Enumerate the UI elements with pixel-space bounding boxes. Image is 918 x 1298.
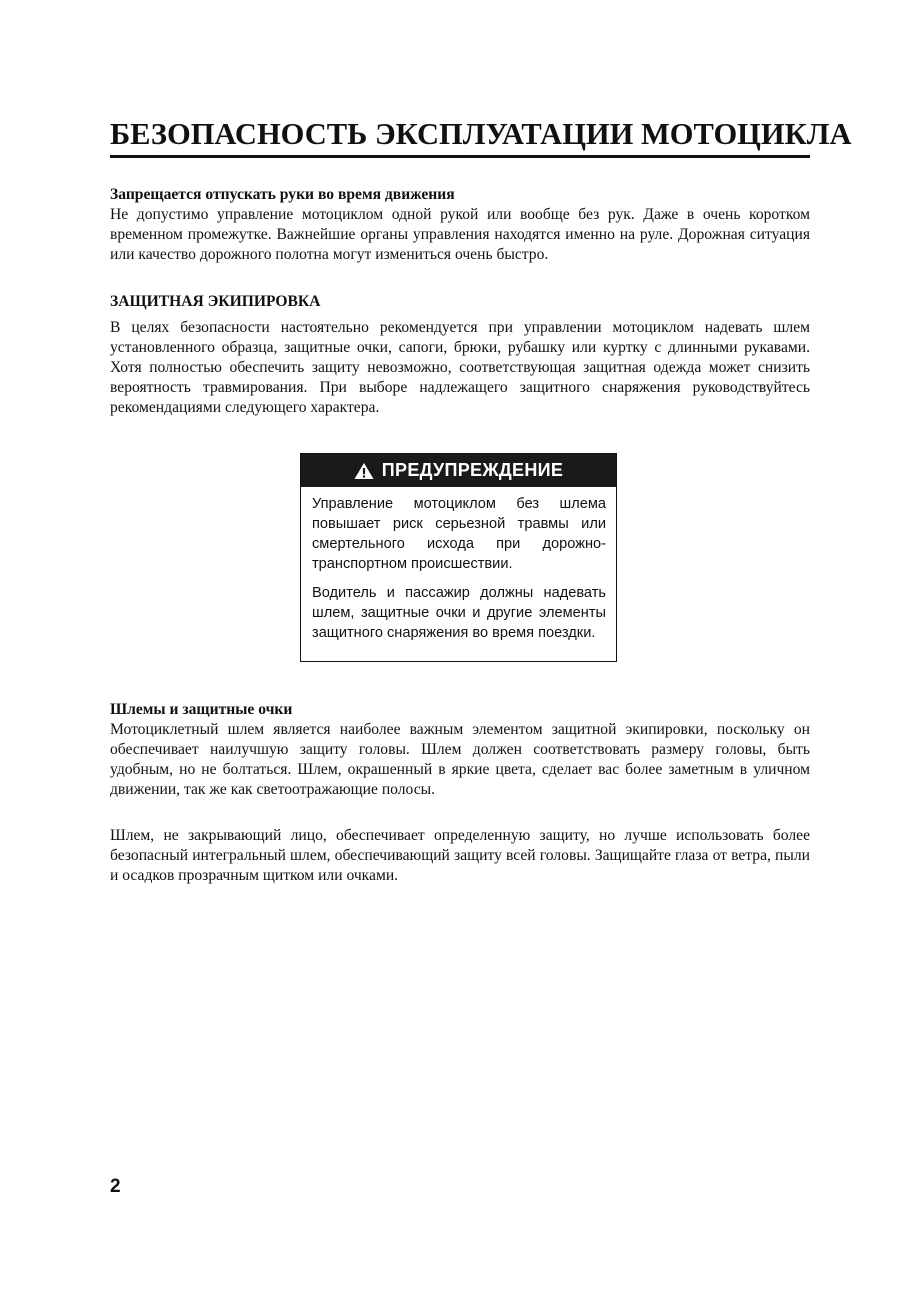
section-heading-hands: Запрещается отпускать руки во время движения xyxy=(110,186,455,203)
section-text-hands: Не допустимо управление мотоциклом одной рукой или вообще без рук. Даже в очень коротком временном промежутке. Важнейшие органы управления находятся именно на руле. Дорожная ситуация или качество дорожного полотна могут измениться очень быстро. xyxy=(110,206,810,263)
section-text-gear: В целях безопасности настоятельно рекомендуется при управлении мотоциклом надевать шлем установленного образца, защитные очки, сапоги, брюки, рубашку или куртку с длинными рукавами. Хотя полностью обеспечить защиту невозможно, соответствующая защитная одежда может снизить вероятность травмирования. При выборе надлежащего защитного снаряжения руководствуйтесь рекомендациями следующего характера. xyxy=(110,319,810,416)
section-hands-on-handlebar xyxy=(110,185,810,265)
section-protective-gear xyxy=(110,292,810,418)
warning-header xyxy=(301,454,616,487)
section-heading-gear: ЗАЩИТНАЯ ЭКИПИРОВКА xyxy=(110,293,321,310)
title-divider xyxy=(110,155,810,158)
warning-paragraph: Водитель и пассажир должны надевать шлем, защитные очки и другие элементы защитного снаряжения во время поездки. xyxy=(312,585,606,641)
warning-triangle-icon xyxy=(354,462,374,480)
warning-title: ПРЕДУПРЕЖДЕНИЕ xyxy=(381,460,564,480)
section-heading-helmets: Шлемы и защитные очки xyxy=(110,701,293,718)
warning-paragraph: Управление мотоциклом без шлема повышает риск серьезной травмы или смертельного исхода при дорожно-транспортном происшествии. xyxy=(312,496,606,572)
section-text-visor: Шлем, не закрывающий лицо, обеспечивает определенную защиту, но лучше использовать более безопасный интегральный шлем, обеспечивающий защиту всей головы. Защищайте глаза от ветра, пыли и осадков прозрачным щитком или очками. xyxy=(110,827,810,884)
page-number: 2 xyxy=(110,1176,121,1197)
warning-box xyxy=(300,453,617,662)
warning-body xyxy=(301,487,616,643)
section-text-helmets: Мотоциклетный шлем является наиболее важным элементом защитной экипировки, поскольку он обеспечивает наилучшую защиту головы. Шлем должен соответствовать размеру головы, быть удобным, но не болтаться. Шлем, окрашенный в яркие цвета, сделает вас более заметным в уличном движении, так же как светоотражающие полосы. xyxy=(110,721,810,798)
page-title: БЕЗОПАСНОСТЬ ЭКСПЛУАТАЦИИ МОТОЦИКЛА xyxy=(110,117,852,151)
section-helmets-continued xyxy=(110,826,810,886)
section-helmets-goggles xyxy=(110,700,810,800)
